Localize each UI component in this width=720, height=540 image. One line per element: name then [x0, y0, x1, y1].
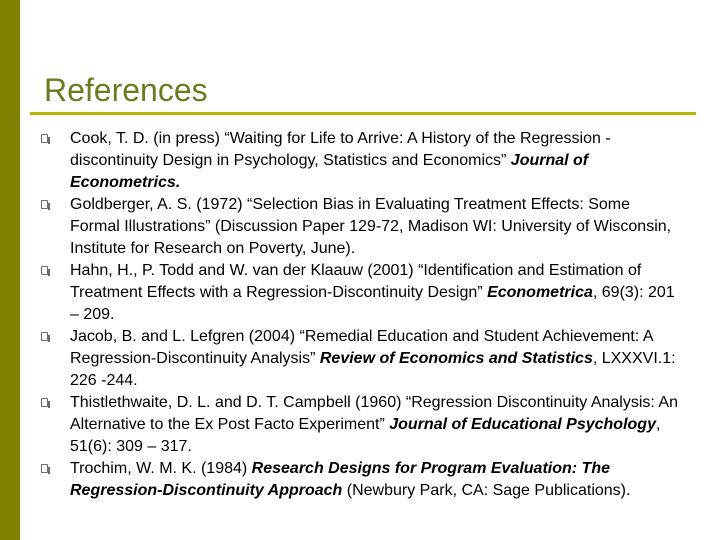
square-bullet-icon [41, 200, 48, 209]
square-bullet-icon [41, 332, 48, 341]
reference-journal: Journal of Econometrics. [70, 152, 589, 191]
reference-journal: Review of Economics and Statistics [319, 350, 593, 367]
reference-text: Trochim, W. M. K. (1984) [70, 460, 252, 477]
reference-text: Hahn, H., P. Todd and W. van der Klaauw (2001) “Identification and Estimation of Treatment Effects with a Regression-Discontinuity Design” [70, 262, 642, 301]
square-bullet-icon [41, 398, 48, 407]
square-bullet-icon [41, 134, 48, 143]
reference-item [40, 194, 680, 260]
reference-journal: Econometrica [487, 284, 593, 301]
reference-tail: (Newbury Park, CA: Sage Publications). [342, 482, 631, 499]
reference-list [40, 128, 680, 502]
reference-text: Thistlethwaite, D. L. and D. T. Campbell (1960) “Regression Discontinuity Analysis: An Alternative to the Ex Post Facto Experiment” [70, 394, 678, 433]
reference-journal: Research Designs for Program Evaluation: The Regression-Discontinuity Approach [70, 460, 610, 499]
reference-tail: , LXXXVI.1: 226 -244. [70, 350, 676, 389]
left-accent-bar [0, 0, 20, 540]
reference-item [40, 326, 680, 392]
reference-item [40, 458, 680, 502]
reference-item [40, 392, 680, 458]
slide-title: References [44, 72, 208, 108]
reference-text: Goldberger, A. S. (1972) “Selection Bias in Evaluating Treatment Effects: Some Formal Illustrations” (Discussion Paper 129-72, Madison WI: University of Wisconsin, Institute for Research on Poverty, June). [70, 196, 672, 257]
reference-item [40, 260, 680, 326]
reference-tail: , 69(3): 201 – 209. [70, 284, 675, 323]
square-bullet-icon [41, 266, 48, 275]
reference-tail: , 51(6): 309 – 317. [70, 416, 661, 455]
square-bullet-icon [41, 464, 48, 473]
reference-text: Cook, T. D. (in press) “Waiting for Life to Arrive: A History of the Regression -discontinuity Design in Psychology, Statistics and Economics” [70, 130, 611, 169]
reference-item [40, 128, 680, 194]
reference-journal: Journal of Educational Psychology [384, 416, 656, 433]
reference-text: Jacob, B. and L. Lefgren (2004) “Remedial Education and Student Achievement: A Regression-Discontinuity Analysis” [70, 328, 653, 367]
title-divider [30, 112, 696, 115]
